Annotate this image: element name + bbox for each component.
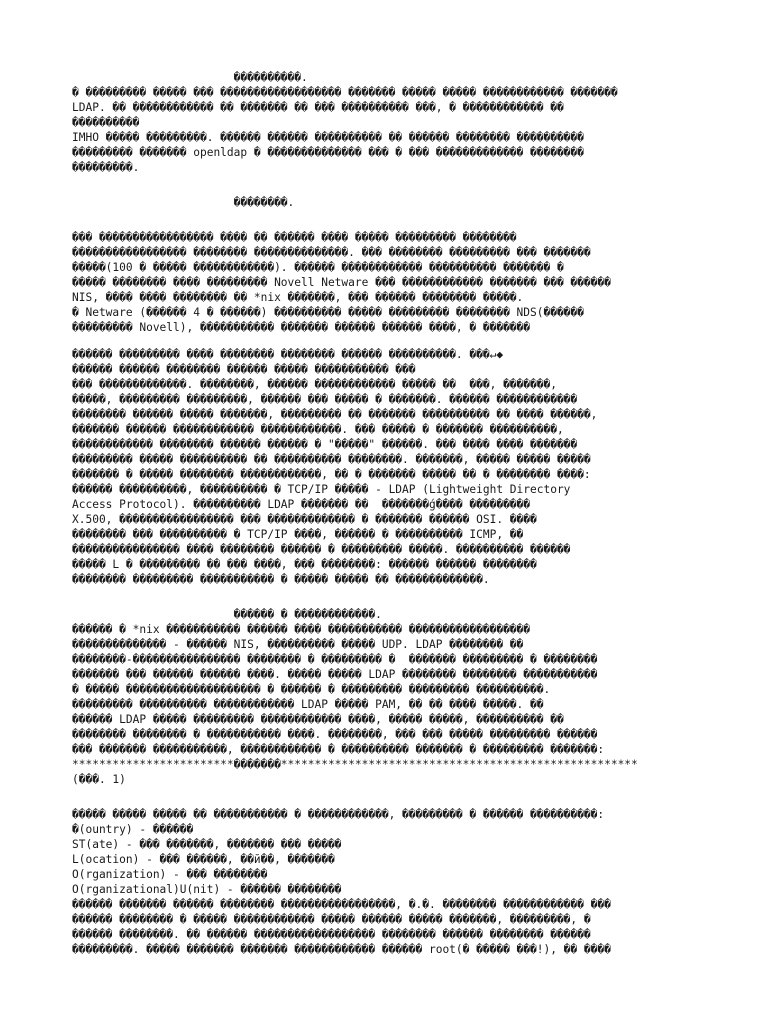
text-line: ��������.	[72, 196, 295, 209]
text-line: ��������� ������� openldap � �������������� ��� � ��� ������������� ��������	[72, 146, 584, 159]
text-line: �(ountry) - ������	[72, 823, 194, 836]
text-line: ��������-���������������� �������� � ��������� � ������� ��������� � ��������	[72, 653, 598, 666]
text-line: �����(100 � ����� ������������). ������ ������������ ���������� ������� �	[72, 261, 564, 274]
text-line: ������ � ������������.	[72, 608, 382, 621]
text-line: ����������	[72, 116, 140, 129]
text-line: �������������� - ������ NIS, ���������� ����� UDP. LDAP �������� ��	[72, 638, 524, 651]
text-line: ������������ �������� ������ ������ � "�����" ������. ��� ���� ���� �������	[72, 438, 578, 451]
paragraph-gap	[72, 587, 682, 607]
text-line: ����������������� �������� ��������������. ��� �������� ��������� ��� �������	[72, 246, 591, 259]
text-line: O(rganizational)U(nit) - ������ ��������	[72, 883, 342, 896]
text-line: X.500, ����������������� ��� ������������� � ������� ������ OSI. ����	[72, 513, 537, 526]
text-line: ��������� ����� ���������� �� ���������� ��������. �������, ����� ����� �����	[72, 453, 591, 466]
text-line: ��������� Novell), ����������� ������� ������ ������ ����, � �������	[72, 321, 531, 334]
text-line: ������ ������� ������ �������� �����������������, �.�. �������� ������������ ���	[72, 898, 611, 911]
text-line: �������� ������ ����� �������, ��������� �� ������� ���������� �� ���� ������,	[72, 408, 598, 421]
text-line: (���. 1)	[72, 773, 126, 786]
text-line: ����� �������� ���� ��������� Novell Netware ��� ������������ ������� ��� ������	[72, 276, 611, 289]
text-line: � ��������� ����� ��� ������������������ ������� ����� ����� ������������ �������	[72, 86, 618, 99]
paragraph-gap	[72, 175, 682, 195]
text-line: ����������.	[72, 71, 308, 84]
text-line: IMHO ����� ���������. ������ ������ ���������� �� ������ �������� ����������	[72, 131, 584, 144]
text-line: ������ LDAP ����� ��������� ������������ ����, ����� �����, ���������� ��	[72, 713, 564, 726]
text-line: ��� ����������������� ���� �� ������ ���� ����� ��������� ��������	[72, 231, 517, 244]
text-line: ������� ������ ������������ ������������. ��� ����� � ������� ����������,	[72, 423, 564, 436]
text-line: ������� ��� ������ ������ ����. ����� ����� LDAP �������� �������� �����������	[72, 668, 598, 681]
text-line: �����, ��������� ���������, ������ ��� ����� � �������. ������ ������������	[72, 393, 578, 406]
text-line: ************************�������*****************************************************	[72, 758, 638, 771]
text-line: �������� �������� � ����������� ����. ��������, ��� ��� ����� ��������� ������	[72, 728, 598, 741]
text-line: � Netware (������ 4 � ������) ���������� ����� ��������� �������� NDS(������	[72, 306, 584, 319]
text-line: ��� �������������. ��������, ������ ������������ ����� �� ���, �������,	[72, 378, 557, 391]
text-line: Access Protocol). ���������� LDAP ������� �� �������ǵ���� ���������	[72, 498, 531, 511]
paragraph-gap	[72, 210, 682, 230]
text-line: ������ � *nix ����������� ������ ���� ����������� ������������������	[72, 623, 531, 636]
text-line: L(ocation) - ��� ������, ��й��, �������	[72, 853, 335, 866]
text-line: � ����� �������������������� � ������ � ��������� ��������� ����������.	[72, 683, 551, 696]
text-line: ��������� ���������� ������������ LDAP ����� PAM, �� �� ���� �����. ��	[72, 698, 544, 711]
text-line: ������ ����������, ���������� � TCP/IP ����� - LDAP (Lightweight Directory	[72, 483, 571, 496]
text-line: ������ ��������. �� ������ ������������������ �������� ������ �������� ������	[72, 928, 591, 941]
text-line: ���������������� ���� �������� ������ � ��������� �����. ���������� ������	[72, 543, 571, 556]
text-line: �������� ��� ���������� � TCP/IP ����, ������ � ���������� ICMP, ��	[72, 528, 524, 541]
text-line: ���������.	[72, 161, 140, 174]
text-line: �������� ��������� ����������� � ����� ����� �� �������������.	[72, 573, 490, 586]
paragraph-gap	[72, 335, 682, 347]
text-line: ������� � ����� �������� ������������, �� � ������� ����� �� � �������� ����:	[72, 468, 591, 481]
paragraph-gap	[72, 787, 682, 807]
document-page	[72, 70, 682, 957]
text-line: ������ ��������� ���� �������� �������� ������ ����������. ���↵◆	[72, 348, 504, 361]
text-line: ���������. ����� ������� ������� ������������ ������ root(� ����� ���!), �� ����	[72, 943, 611, 956]
text-line: ������ �������� � ����� ������������ ����� ������ ����� �������, ���������, �	[72, 913, 591, 926]
text-line: NIS, ���� ���� �������� �� *nix �������, ��� ������ �������� �����.	[72, 291, 524, 304]
text-line: ��� ������� �����������, ������������ � ���������� ������� � ��������� �������:	[72, 743, 605, 756]
text-line: O(rganization) - ��� ��������	[72, 868, 268, 881]
text-line: ������ ������ �������� ������ ����� ����������� ���	[72, 363, 416, 376]
text-line: LDAP. �� ������������ �� ������� �� ��� ���������� ���, � ������������ ��	[72, 101, 564, 114]
text-line: ����� ����� ����� �� ����������� � ������������, ��������� � ������ ����������:	[72, 808, 605, 821]
text-line: ST(ate) - ��� �������, ������� ��� �����	[72, 838, 342, 851]
text-line: ����� L � ��������� �� ��� ����, ��� ��������: ������ ������ ��������	[72, 558, 537, 571]
